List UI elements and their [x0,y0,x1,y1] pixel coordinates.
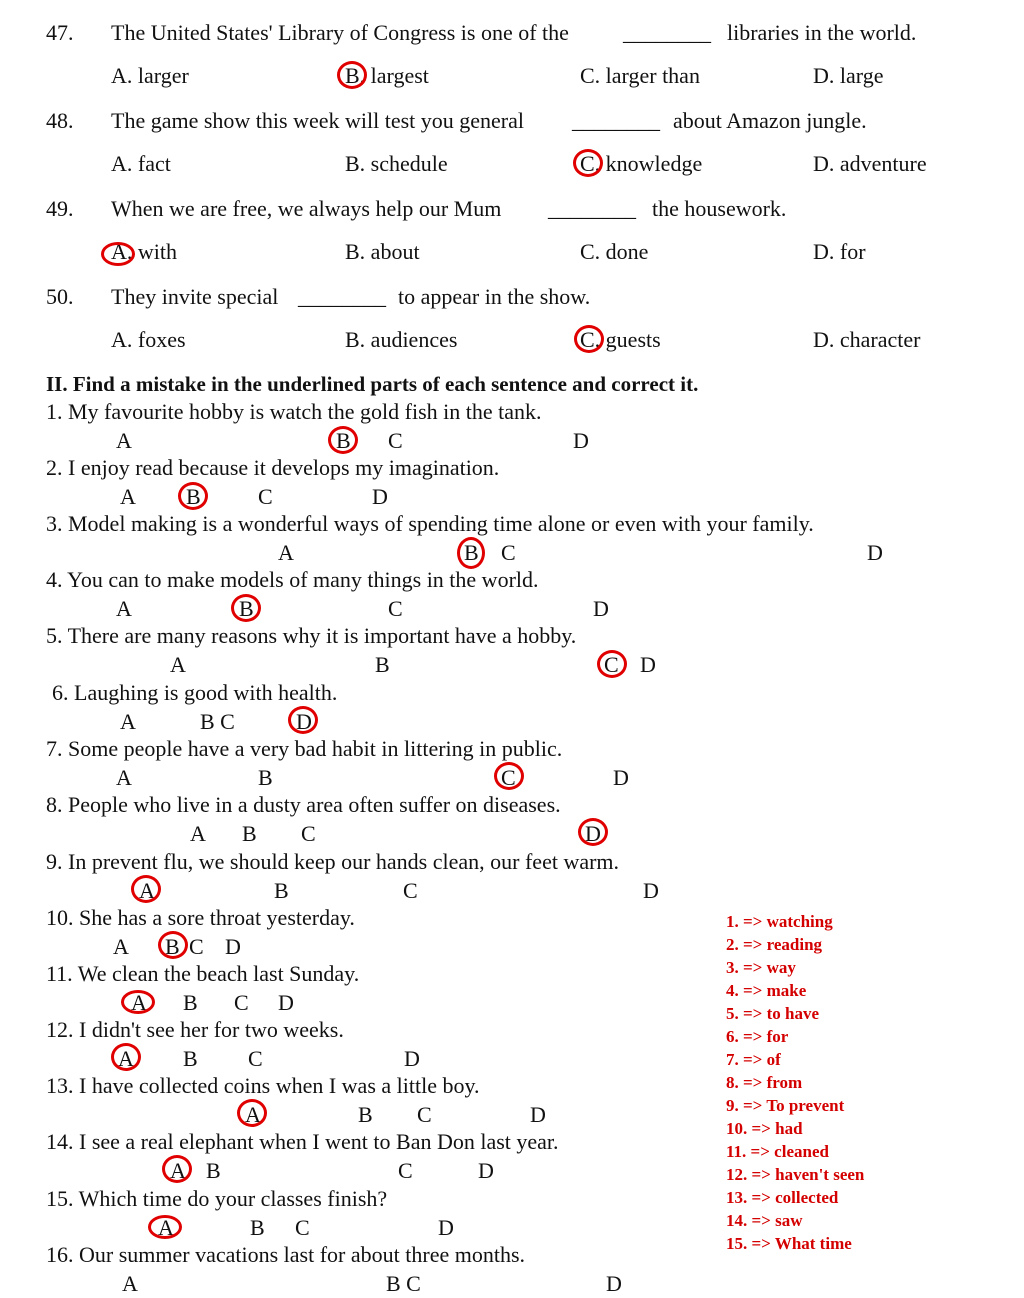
answer-circle [578,818,608,846]
letter-c: C [258,484,273,509]
sentence-text: 15. Which time do your classes finish? [46,1186,388,1211]
question-text-end: libraries in the world. [727,20,917,45]
letter-b: B [239,596,254,621]
letter-c: C [248,1046,263,1071]
question-text: The game show this week will test you general [111,108,525,133]
blank: ________ [623,20,711,45]
letter-a: A [120,709,136,734]
letter-b: B [186,484,201,509]
sentence-text: 8. People who live in a dusty area often suffer on diseases. [46,792,561,817]
sentence-text: 1. My favourite hobby is watch the gold fish in the tank. [46,399,542,424]
answer-key-item: 14. => saw [726,1211,803,1230]
letter-b: B [358,1102,373,1127]
sentence-text: 13. I have collected coins when I was a little boy. [46,1073,480,1098]
answer-circle [121,990,155,1014]
answer-key-item: 9. => To prevent [726,1096,845,1115]
answer-circle [131,875,161,903]
option-a: A. with [111,239,177,264]
letter-c: C [403,878,418,903]
letter-a: A [116,428,132,453]
letter-a: A [278,540,294,565]
answer-circle [111,1043,141,1071]
answer-circle [337,61,367,89]
letter-c: C [398,1158,413,1183]
answer-circle [148,1215,182,1239]
letter-d: D [438,1215,454,1240]
sentence-text: 11. We clean the beach last Sunday. [46,961,360,986]
question-text-end: to appear in the show. [398,284,591,309]
letter-d: D [530,1102,546,1127]
option-d: D. large [813,63,884,88]
letter-c: C [501,765,516,790]
answer-circle [597,650,627,678]
letter-a: A [113,934,129,959]
question-text-end: about Amazon jungle. [673,108,867,133]
option-b: B. schedule [345,151,448,176]
letter-a: A [190,821,206,846]
answer-circle [178,482,208,510]
letter-b: B [258,765,273,790]
option-a: A. larger [111,63,189,88]
sentence-text: 16. Our summer vacations last for about three months. [46,1242,526,1267]
section-title: II. Find a mistake in the underlined parts of each sentence and correct it. [46,372,699,396]
letter-c: C [301,821,316,846]
sentence-text: 12. I didn't see her for two weeks. [46,1017,344,1042]
answer-circle [237,1099,267,1127]
letter-b: B [183,1046,198,1071]
letter-a: A [139,878,155,903]
question-number: 47. [46,20,74,45]
question-text-end: the housework. [652,196,787,221]
option-d: D. adventure [813,151,927,176]
answer-key-item: 7. => of [726,1050,781,1069]
letter-d: D [613,765,629,790]
letter-bc: B C [200,709,235,734]
answer-key-item: 15. => What time [726,1234,852,1253]
letter-a: A [116,765,132,790]
option-c: C. larger than [580,63,700,88]
question-text: When we are free, we always help our Mum [111,196,502,221]
answer-circle [162,1155,192,1183]
letter-b: B [336,428,351,453]
blank: ________ [298,284,386,309]
letter-b: B [206,1158,221,1183]
letter-bc: B C [386,1271,421,1296]
question-text: The United States' Library of Congress is one of the [111,20,569,45]
letter-a: A [131,990,147,1015]
sentence-text: 9. In prevent flu, we should keep our hands clean, our feet warm. [46,849,620,874]
letter-d: D [593,596,609,621]
letter-d: D [296,709,312,734]
option-a: A. foxes [111,327,186,352]
sentence-text: 5. There are many reasons why it is important have a hobby. [46,623,577,648]
letter-a: A [122,1271,138,1296]
letter-d: D [225,934,241,959]
option-a: A. fact [111,151,171,176]
answer-circle [231,594,261,622]
letter-c: C [388,596,403,621]
answer-circle [101,242,135,266]
sentence-text: 4. You can to make models of many things in the world. [46,567,539,592]
letter-b: B [375,652,390,677]
letter-a: A [245,1102,261,1127]
answer-key-item: 8. => from [726,1073,803,1092]
letter-a: A [170,1158,186,1183]
answer-circle [158,931,188,959]
letter-b: B [464,540,479,565]
letter-d: D [585,821,601,846]
option-b: B. audiences [345,327,458,352]
option-c: C. guests [580,327,661,352]
letter-c: C [388,428,403,453]
blank: ________ [548,196,636,221]
letter-d: D [643,878,659,903]
answer-key-item: 6. => for [726,1027,789,1046]
letter-a: A [170,652,186,677]
letter-d: D [404,1046,420,1071]
letter-d: D [372,484,388,509]
option-b: B. largest [345,63,429,88]
option-c: C. knowledge [580,151,703,176]
answer-key-item: 12. => haven't seen [726,1165,865,1184]
letter-c: C [501,540,516,565]
letter-b: B [165,934,180,959]
letter-c: C [189,934,204,959]
letter-d: D [278,990,294,1015]
option-d: D. character [813,327,921,352]
letter-b: B [183,990,198,1015]
answer-key-item: 13. => collected [726,1188,839,1207]
answer-key-item: 10. => had [726,1119,803,1138]
answer-key-item: 1. => watching [726,912,833,931]
option-b: B. about [345,239,420,264]
answer-key-item: 4. => make [726,981,807,1000]
question-number: 49. [46,196,74,221]
answer-key-item: 11. => cleaned [726,1142,829,1161]
option-d: D. for [813,239,866,264]
letter-c: C [417,1102,432,1127]
answer-circle [288,706,318,734]
question-number: 48. [46,108,74,133]
letter-b: B [274,878,289,903]
sentence-text: 7. Some people have a very bad habit in littering in public. [46,736,563,761]
letter-a: A [118,1046,134,1071]
letter-c: C [295,1215,310,1240]
sentence-text: 2. I enjoy read because it develops my imagination. [46,455,500,480]
letter-c: C [234,990,249,1015]
letter-a: A [158,1215,174,1240]
sentence-text: 10. She has a sore throat yesterday. [46,905,355,930]
letter-c: C [604,652,619,677]
letter-d: D [478,1158,494,1183]
option-c: C. done [580,239,649,264]
letter-d: D [606,1271,622,1296]
answer-key-item: 3. => way [726,958,796,977]
sentence-text: 14. I see a real elephant when I went to Ban Don last year. [46,1129,559,1154]
question-number: 50. [46,284,74,309]
sentence-text: 6. Laughing is good with health. [52,680,338,705]
answer-circle [494,762,524,790]
answer-circle [457,537,485,569]
question-text: They invite special [111,284,279,309]
letter-d: D [867,540,883,565]
answer-circle [328,426,358,454]
answer-key-item: 5. => to have [726,1004,820,1023]
letter-d: D [640,652,656,677]
sentence-text: 3. Model making is a wonderful ways of spending time alone or even with your family. [46,511,814,536]
letter-a: A [120,484,136,509]
letter-b: B [250,1215,265,1240]
letter-d: D [573,428,589,453]
letter-a: A [116,596,132,621]
letter-b: B [242,821,257,846]
answer-circle [573,149,603,177]
answer-key-item: 2. => reading [726,935,823,954]
answer-circle [574,325,604,353]
blank: ________ [572,108,660,133]
